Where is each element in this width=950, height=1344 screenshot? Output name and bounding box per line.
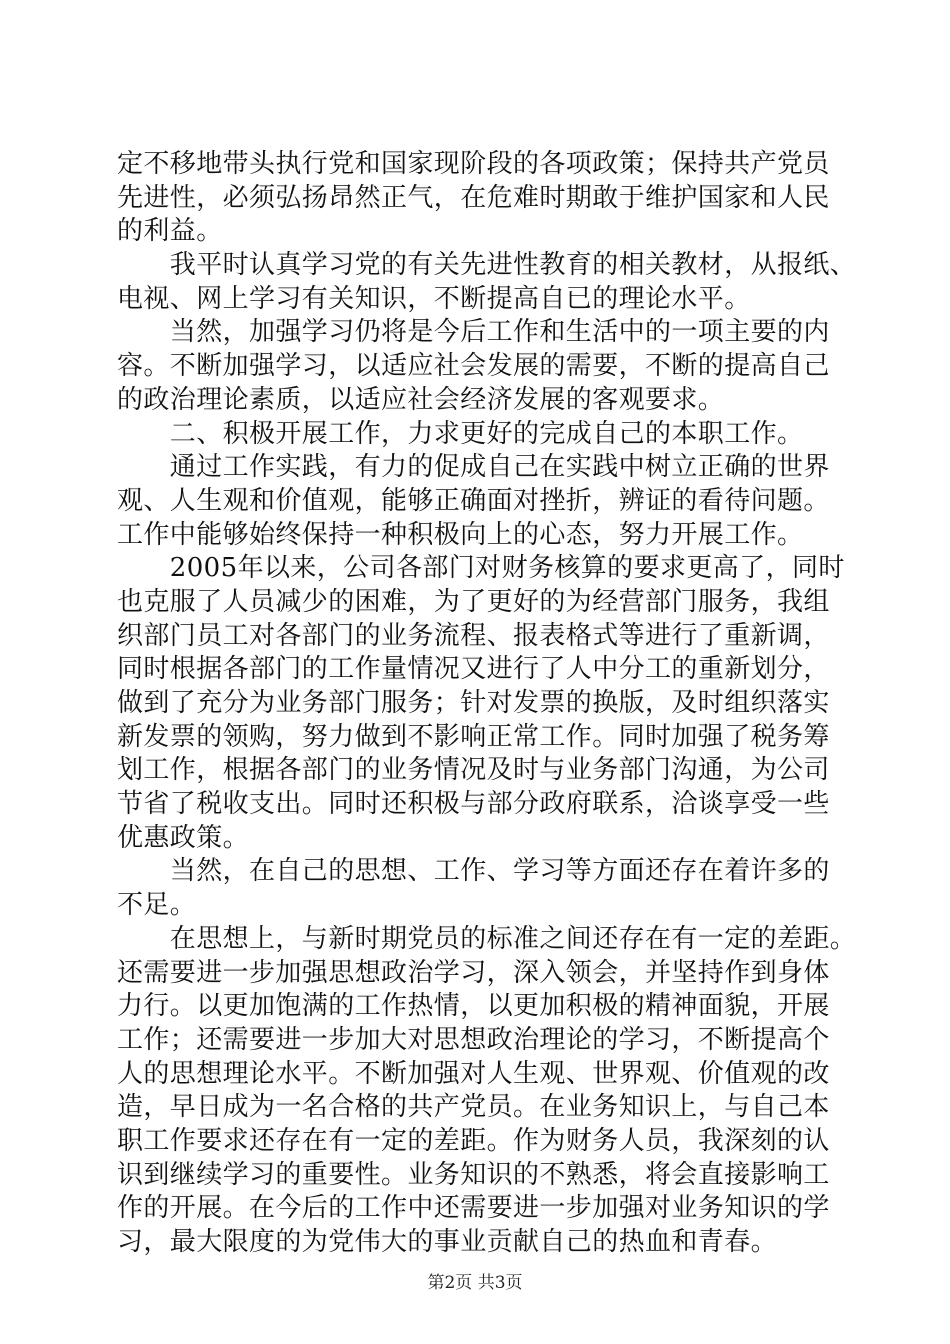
text-line: 在思想上，与新时期党员的标准之间还存在有一定的差距。 — [117, 923, 857, 954]
text-line: 二、积极开展工作，力求更好的完成自己的本职工作。 — [117, 418, 804, 449]
page-number-footer: 第2页 共3页 — [427, 1273, 523, 1293]
text-line: 还需要进一步加强思想政治学习，深入领会，并坚持作到身体 — [117, 957, 830, 988]
text-line: 容。不断加强学习，以适应社会发展的需要，不断的提高自己 — [117, 351, 830, 382]
text-line: 2005年以来，公司各部门对财务核算的要求更高了，同时 — [117, 553, 845, 584]
text-line: 做到了充分为业务部门服务；针对发票的换版，及时组织落实 — [117, 688, 830, 718]
text-line: 优惠政策。 — [117, 822, 250, 853]
text-line: 工作；还需要进一步加大对思想政治理论的学习，不断提高个 — [117, 1024, 830, 1055]
text-line: 不足。 — [117, 890, 197, 921]
text-line: 节省了税收支出。同时还积极与部分政府联系，洽谈享受一些 — [117, 789, 830, 820]
text-line: 观、人生观和价值观，能够正确面对挫折，辨证的看待问题。 — [117, 485, 830, 516]
text-line: 的利益。 — [117, 216, 223, 247]
text-line: 当然，加强学习仍将是今后工作和生活中的一项主要的内 — [117, 317, 830, 348]
text-line: 划工作，根据各部门的业务情况及时与业务部门沟通，为公司 — [117, 755, 830, 786]
text-line: 定不移地带头执行党和国家现阶段的各项政策；保持共产党员 — [117, 149, 830, 179]
document-body — [117, 148, 857, 1260]
text-line: 习，最大限度的为党伟大的事业贡献自己的热血和青春。 — [117, 1227, 778, 1257]
text-line: 我平时认真学习党的有关先进性教育的相关教材，从报纸、 — [117, 250, 857, 281]
text-line: 造，早日成为一名合格的共产党员。在业务知识上，与自己本 — [117, 1092, 830, 1123]
text-line: 作的开展。在今后的工作中还需要进一步加强对业务知识的学 — [117, 1193, 830, 1224]
text-line: 力行。以更加饱满的工作热情，以更加积极的精神面貌，开展 — [117, 991, 830, 1022]
text-line: 的政治理论素质，以适应社会经济发展的客观要求。 — [117, 384, 725, 415]
text-line: 职工作要求还存在有一定的差距。作为财务人员，我深刻的认 — [117, 1125, 830, 1156]
text-line: 工作中能够始终保持一种积极向上的心态，努力开展工作。 — [117, 519, 804, 550]
text-line: 新发票的领购，努力做到不影响正常工作。同时加强了税务筹 — [117, 721, 830, 752]
text-line: 当然，在自己的思想、工作、学习等方面还存在着许多的 — [117, 856, 830, 887]
text-line: 识到继续学习的重要性。业务知识的不熟悉，将会直接影响工 — [117, 1159, 830, 1190]
text-line: 通过工作实践，有力的促成自己在实践中树立正确的世界 — [117, 452, 830, 483]
text-line: 电视、网上学习有关知识，不断提高自已的理论水平。 — [117, 283, 751, 314]
text-line: 同时根据各部门的工作量情况又进行了人中分工的重新划分， — [117, 654, 830, 685]
text-line: 人的思想理论水平。不断加强对人生观、世界观、价值观的改 — [117, 1058, 830, 1089]
text-line: 先进性，必须弘扬昂然正气，在危难时期敢于维护国家和人民 — [117, 182, 830, 213]
text-line: 也克服了人员减少的困难，为了更好的为经营部门服务，我组 — [117, 586, 830, 617]
text-line: 织部门员工对各部门的业务流程、报表格式等进行了重新调， — [117, 620, 830, 651]
